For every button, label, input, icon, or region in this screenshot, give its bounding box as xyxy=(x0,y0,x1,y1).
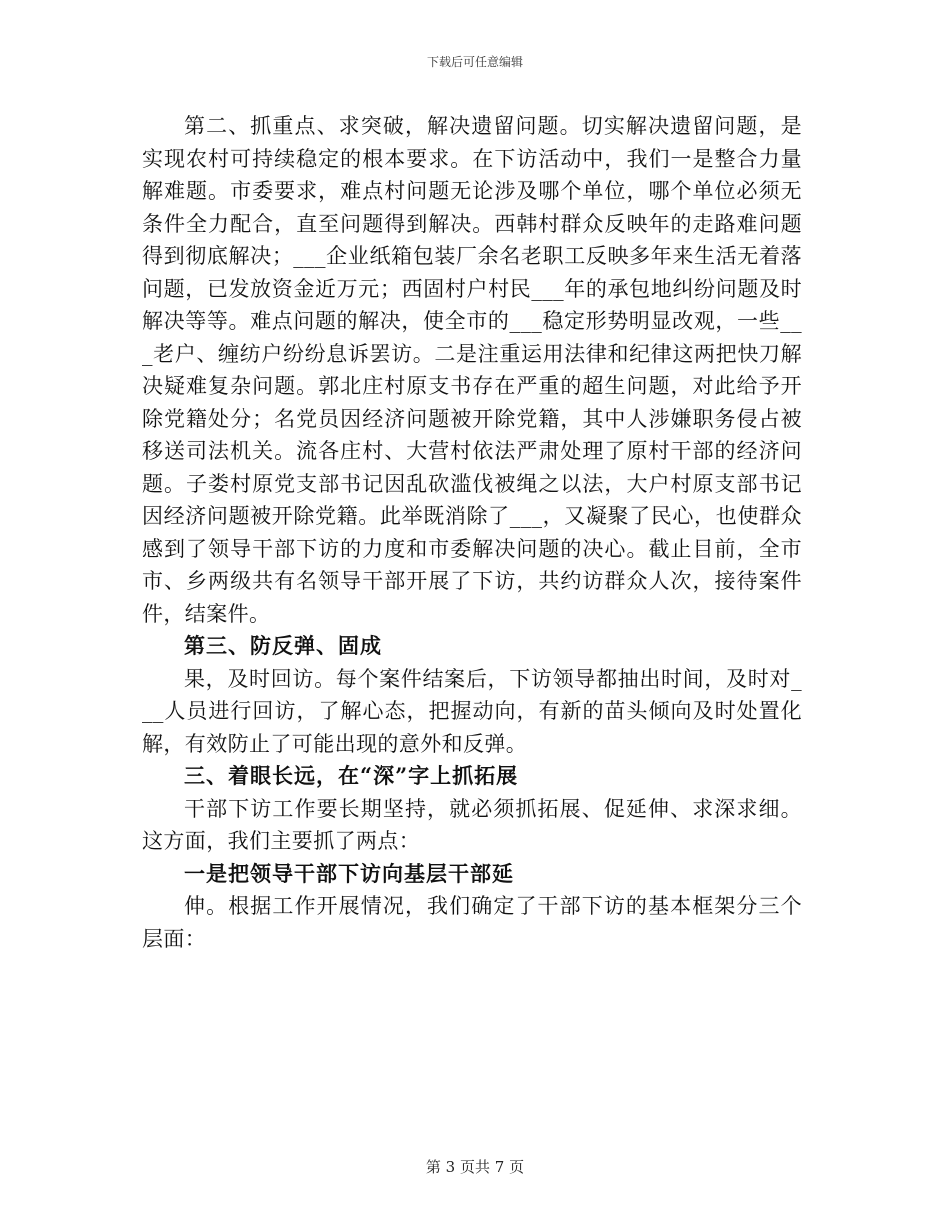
paragraph-long-term: 干部下访工作要长期坚持，就必须抓拓展、促延伸、求深求细。这方面，我们主要抓了两点： xyxy=(142,796,802,853)
paragraph-three-levels: 伸。根据工作开展情况，我们确定了干部下访的基本框架分三个层面： xyxy=(142,894,802,951)
page-header: 下载后可任意编辑 xyxy=(426,55,523,69)
page-number-footer: 第 3 页共 7 页 xyxy=(425,1158,525,1176)
document-body xyxy=(142,110,802,955)
heading-prevent-rebound: 第三、防反弹、固成 xyxy=(184,633,382,658)
heading-section-three: 三、着眼长远，在“深”字上抓拓展 xyxy=(184,763,519,788)
paragraph-follow-up-visits: 果，及时回访。每个案件结案后，下访领导都抽出时间，及时对___人员进行回访，了解心态，把握动向，有新的苗头倾向及时处置化解，有效防止了可能出现的意外和反弹。 xyxy=(142,666,802,756)
heading-extend-to-grassroots: 一是把领导干部下访向基层干部延 xyxy=(184,860,514,886)
paragraph-resolve-legacy-issues: 第二、抓重点、求突破，解决遗留问题。切实解决遗留问题，是实现农村可持续稳定的根本要求。在下访活动中，我们一是整合力量解难题。市委要求，难点村问题无论涉及哪个单位，哪个单位必须无条件全力配合，直至问题得到解决。西韩村群众反映年的走路难问题得到彻底解决；___企业纸箱包装厂余名老职工反映多年来生活无着落问题，已发放资金近万元；西固村户村民___年的承包地纠纷问题及时解决等等。难点问题的解决，使全市的___稳定形势明显改观，一些___老户、缠纺户纷纷息诉罢访。二是注重运用法律和纪律这两把快刀解决疑难复杂问题。郭北庄村原支书存在严重的超生问题，对此给予开除党籍处分；名党员因经济问题被开除党籍，其中人涉嫌职务侵占被移送司法机关。流各庄村、大营村依法严肃处理了原村干部的经济问题。子娄村原党支部书记因乱砍滥伐被绳之以法，大户村原支部书记因经济问题被开除党籍。此举既消除了___，又凝聚了民心，也使群众感到了领导干部下访的力度和市委解决问题的决心。截止目前，全市市、乡两级共有名领导干部开展了下访，共约访群众人次，接待案件件，结案件。 xyxy=(142,114,802,626)
